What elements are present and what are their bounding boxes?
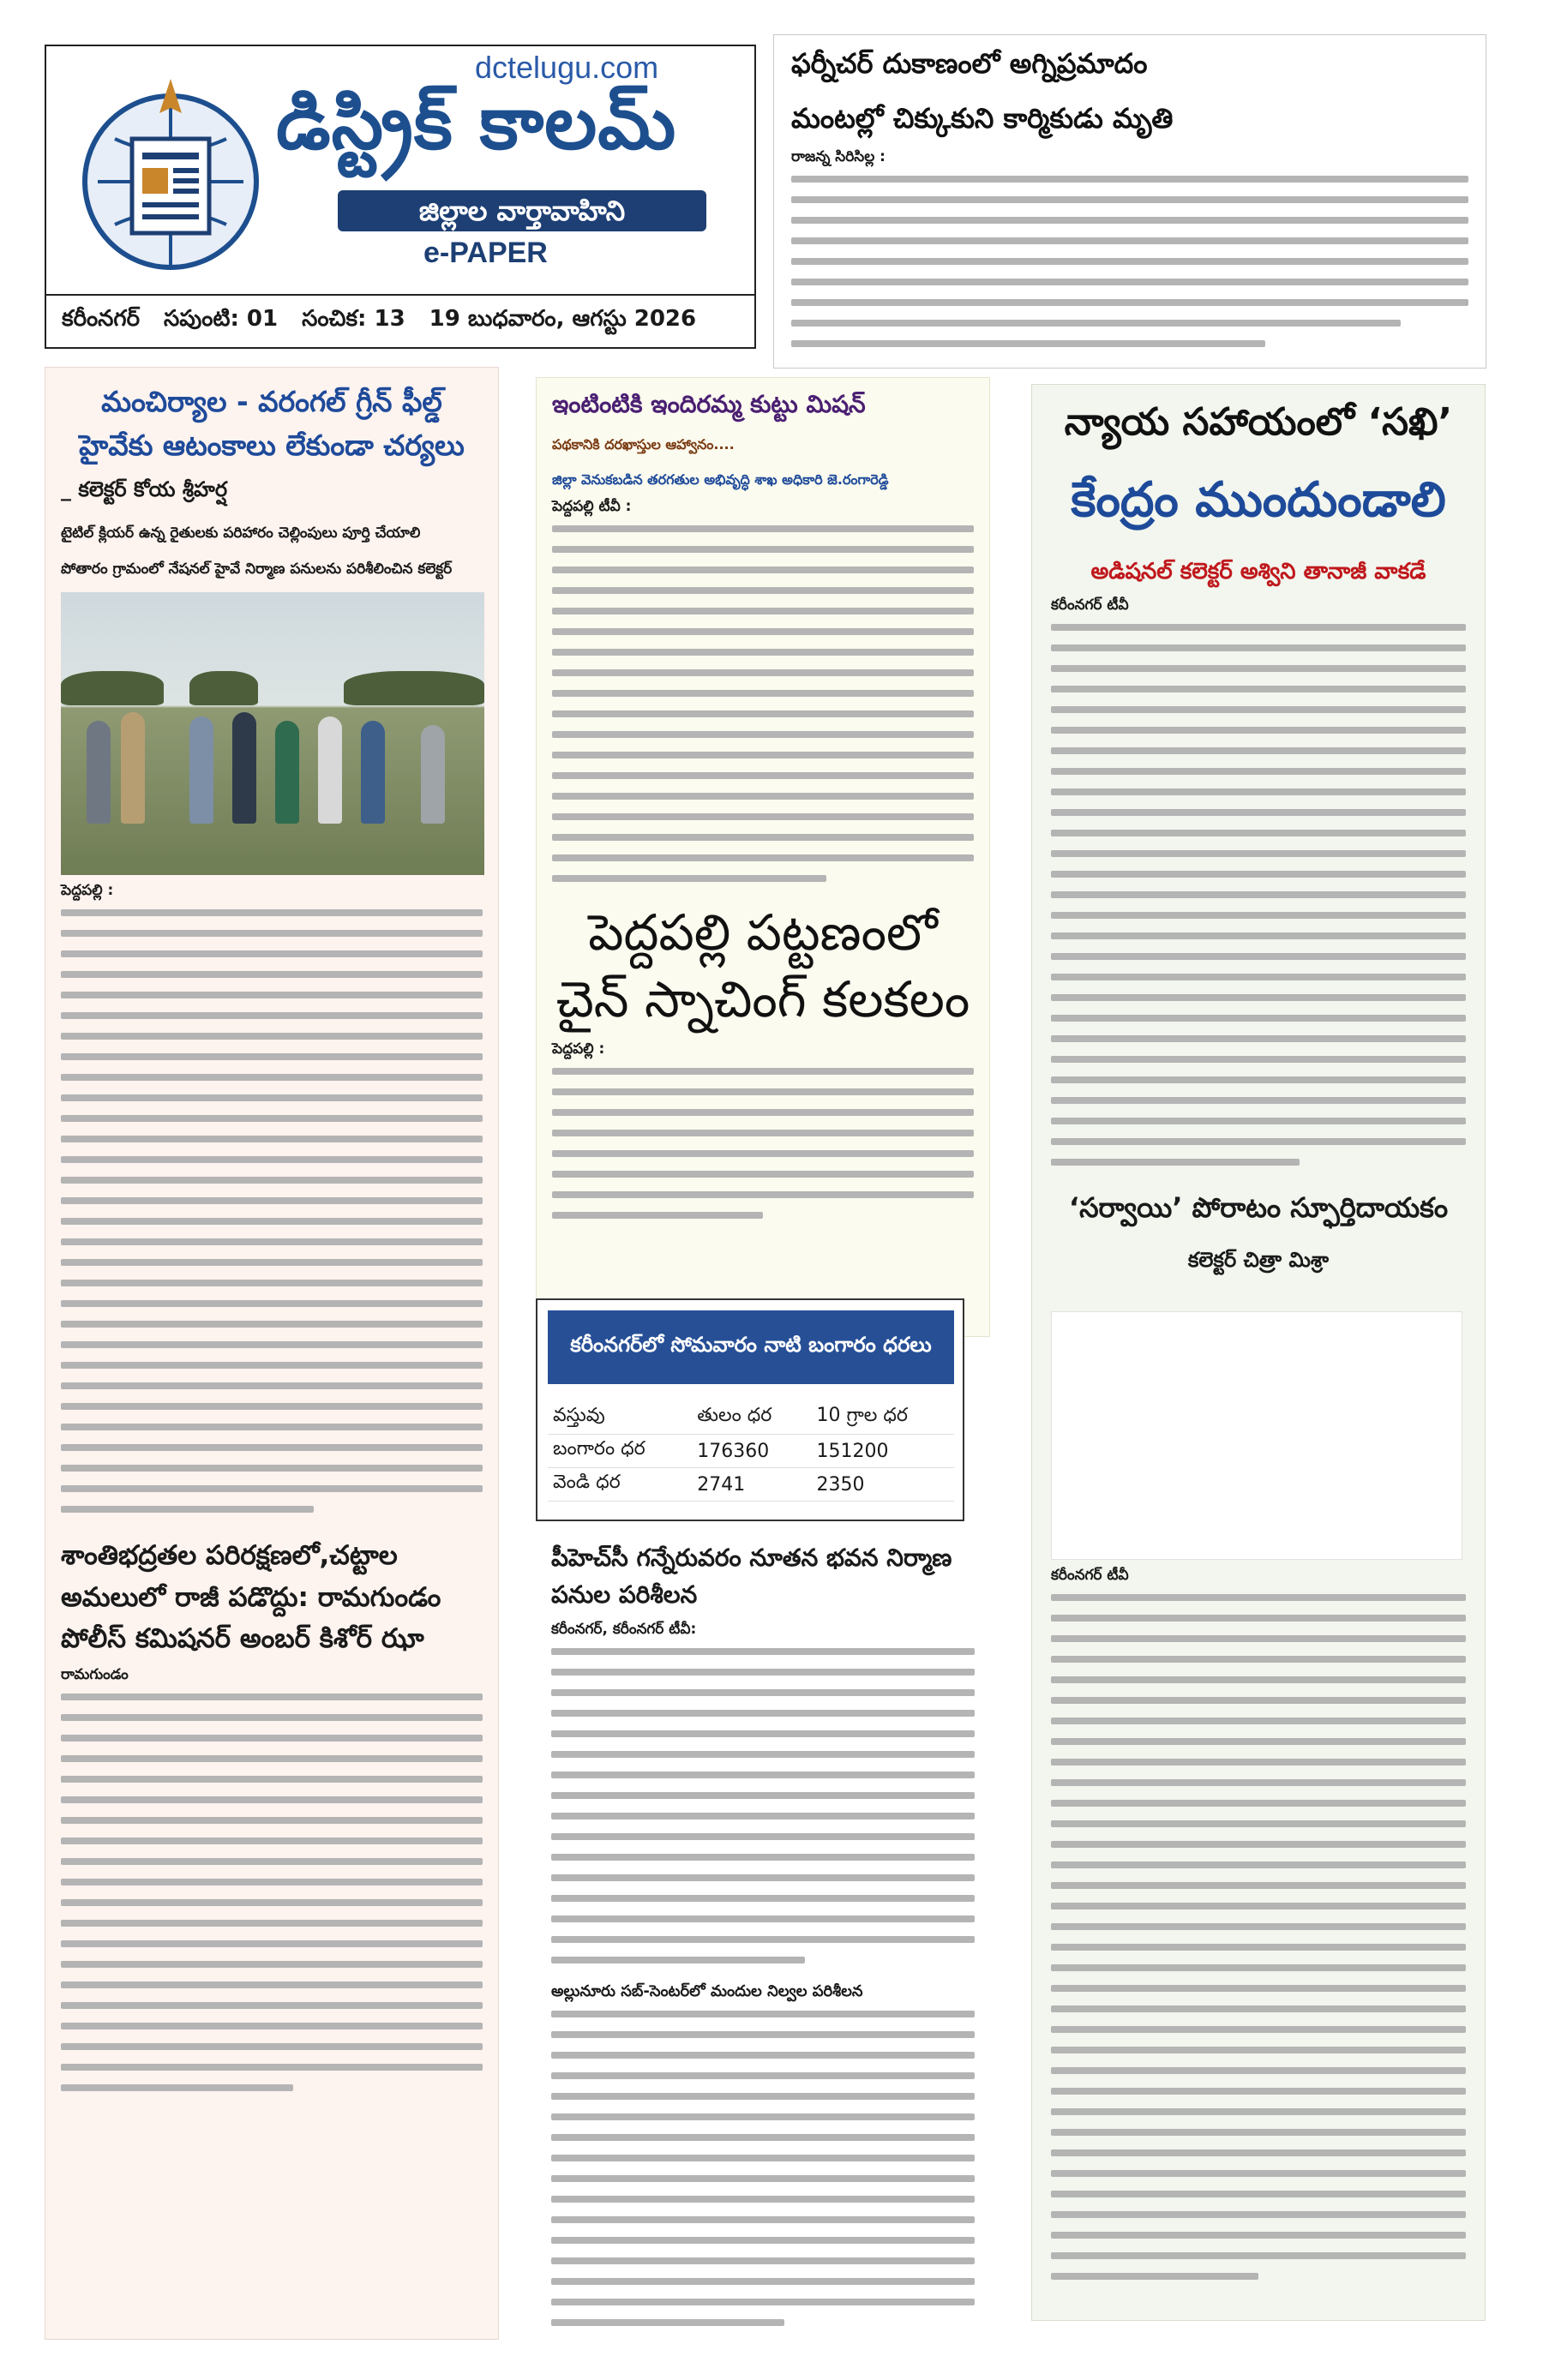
phc-story-body <box>551 1648 975 1963</box>
highway-story-subhead-1: టైటిల్ క్లియర్ ఉన్న రైతులకు పరిహారం చెల్లింపులు పూర్తి చేయాలి <box>61 525 421 543</box>
phc-story-dateline: కరీంనగర్, కరీంనగర్ టీవీ: <box>551 1620 697 1638</box>
paper-tagline: జిల్లాల వార్తావాహిని <box>338 190 706 231</box>
fire-accident-story <box>773 34 1486 369</box>
right-column-story <box>1031 384 1486 2321</box>
gold-header-item: వస్తువు <box>548 1401 692 1435</box>
police-story-dateline: రామగుండం <box>61 1665 129 1683</box>
police-story-headline: శాంతిభద్రతల పరిరక్షణలో,చట్టాల అమలులో రాజీ పడొద్దు: రామగుండం పోలీస్ కమిషనర్ అంబర్ కిశోర్ ఝా <box>61 1540 441 1654</box>
gold-price-title: కరీంనగర్‌లో సోమవారం నాటి బంగారం ధరలు <box>548 1310 954 1384</box>
newspaper-globe-logo-icon <box>72 79 269 276</box>
person-figure <box>121 712 145 824</box>
allunuru-story-body <box>551 2011 975 2326</box>
fire-story-dateline: రాజన్న సిరిసిల్ల : <box>791 148 886 165</box>
fire-story-body <box>791 176 1468 347</box>
chain-snatching-headline: పెద్దపల్లి పట్టణంలో చైన్ స్నాచింగ్ కలకలం <box>555 903 970 1029</box>
highway-story-dateline: పెద్దపల్లి : <box>61 882 114 900</box>
sarvai-story-headline: ‘సర్వాయి’ పోరాటం స్ఫూర్తిదాయకం <box>1068 1191 1449 1224</box>
phc-building-story <box>536 1534 990 2340</box>
sewing-machine-story-subhead-1: పథకానికి దరఖాస్తుల ఆహ్వానం.... <box>552 436 735 453</box>
sewing-machine-story-subhead-2: జిల్లా వెనుకబడిన తరగతుల అభివృద్ధి శాఖ అధికారి జె.రంగారెడ్డి <box>552 471 889 488</box>
issue-volume: సపుంటి: 01 <box>164 306 279 332</box>
sakhi-story-headline-2: కేంద్రం ముందుండాలి <box>1071 472 1446 528</box>
sarvai-story-dateline: కరీంనగర్ టీవీ <box>1051 1567 1129 1584</box>
sakhi-story-headline-1: న్యాయ సహాయంలో ‘సఖి’ <box>1064 400 1453 444</box>
sarvai-story-byline: కలెక్టర్ చిత్రా మిశ్రా <box>1187 1248 1330 1272</box>
phc-story-headline: పీహెచ్‌సీ గన్నేరువరం నూతన భవన నిర్మాణ పనుల పరిశీలన <box>551 1544 952 1610</box>
issue-info-bar <box>45 294 756 349</box>
issue-number: సంచిక: 13 <box>302 306 405 332</box>
sewing-machine-story-headline: ఇంటింటికి ఇందిరమ్మ కుట్టు మిషన్ <box>552 390 866 418</box>
gold-price-table <box>548 1401 954 1502</box>
sarvai-story-body <box>1051 1594 1466 2280</box>
gold-header-tola: తులం ధర <box>692 1401 811 1435</box>
person-figure <box>421 725 445 824</box>
paper-name: డిస్ట్రిక్ కాలమ్ <box>276 81 677 166</box>
issue-place: కరీంనగర్ <box>62 306 141 332</box>
tree-shape <box>61 671 164 705</box>
gold-price-box <box>536 1298 964 1521</box>
person-figure <box>361 721 385 824</box>
sakhi-story-dateline: కరీంనగర్ టీవీ <box>1051 596 1129 614</box>
highway-inspection-photo <box>61 592 484 875</box>
gold-table-row <box>548 1435 954 1468</box>
allunuru-subhead: అల్లునూరు సబ్-సెంటర్‌లో మందుల నిల్వల పరిశీలన <box>551 1981 863 2000</box>
paper-edition-label: e-PAPER <box>423 237 548 269</box>
police-story-body <box>61 1694 483 2091</box>
person-figure <box>87 721 111 824</box>
gold-row-value: 2350 <box>812 1468 954 1502</box>
gold-header-10g: 10 గ్రాల ధర <box>812 1401 954 1435</box>
gold-row-label: వెండి ధర <box>548 1468 692 1502</box>
highway-story-headline: మంచిర్యాల - వరంగల్ గ్రీన్ ఫీల్డ్ హైవేకు ఆటంకాలు లేకుండా చర్యలు <box>79 385 465 463</box>
sewing-machine-story-dateline: పెద్దపల్లి టీవీ : <box>552 498 632 515</box>
fire-story-headline-1: ఫర్నీచర్ దుకాణంలో అగ్నిప్రమాదం <box>791 47 1148 80</box>
chain-snatching-dateline: పెద్దపల్లి : <box>552 1040 605 1058</box>
person-figure <box>232 712 256 824</box>
fire-story-headline-2: మంటల్లో చిక్కుకుని కార్మికుడు మృతి <box>791 102 1174 135</box>
gold-row-value: 176360 <box>692 1435 811 1468</box>
person-figure <box>318 716 342 824</box>
sarvai-photo-placeholder <box>1051 1311 1462 1560</box>
issue-date: 19 బుధవారం, ఆగస్టు 2026 <box>429 306 697 332</box>
tree-shape <box>189 671 258 705</box>
person-figure <box>189 716 213 824</box>
gold-table-header-row <box>548 1401 954 1435</box>
person-figure <box>275 721 299 824</box>
gold-row-label: బంగారం ధర <box>548 1435 692 1468</box>
gold-row-value: 151200 <box>812 1435 954 1468</box>
gold-table-row <box>548 1468 954 1502</box>
sakhi-story-subhead: అడిషనల్ కలెక్టర్ అశ్విని తానాజీ వాకడే <box>1090 559 1426 585</box>
sewing-machine-story-body <box>552 525 974 882</box>
masthead <box>45 45 756 300</box>
sakhi-story-body <box>1051 624 1466 1166</box>
middle-column-story <box>536 377 990 1337</box>
tree-shape <box>344 671 484 705</box>
chain-snatching-body <box>552 1068 974 1219</box>
site-url[interactable]: dctelugu.com <box>475 50 659 85</box>
highway-story-subhead-2: పోతారం గ్రామంలో నేషనల్ హైవే నిర్మాణ పనులను పరిశీలించిన కలెక్టర్ <box>61 561 453 579</box>
highway-story-body <box>61 909 483 1513</box>
left-column-story <box>45 367 499 2340</box>
gold-row-value: 2741 <box>692 1468 811 1502</box>
highway-story-byline: _ కలెక్టర్ కోయ శ్రీహర్ష <box>61 477 228 502</box>
